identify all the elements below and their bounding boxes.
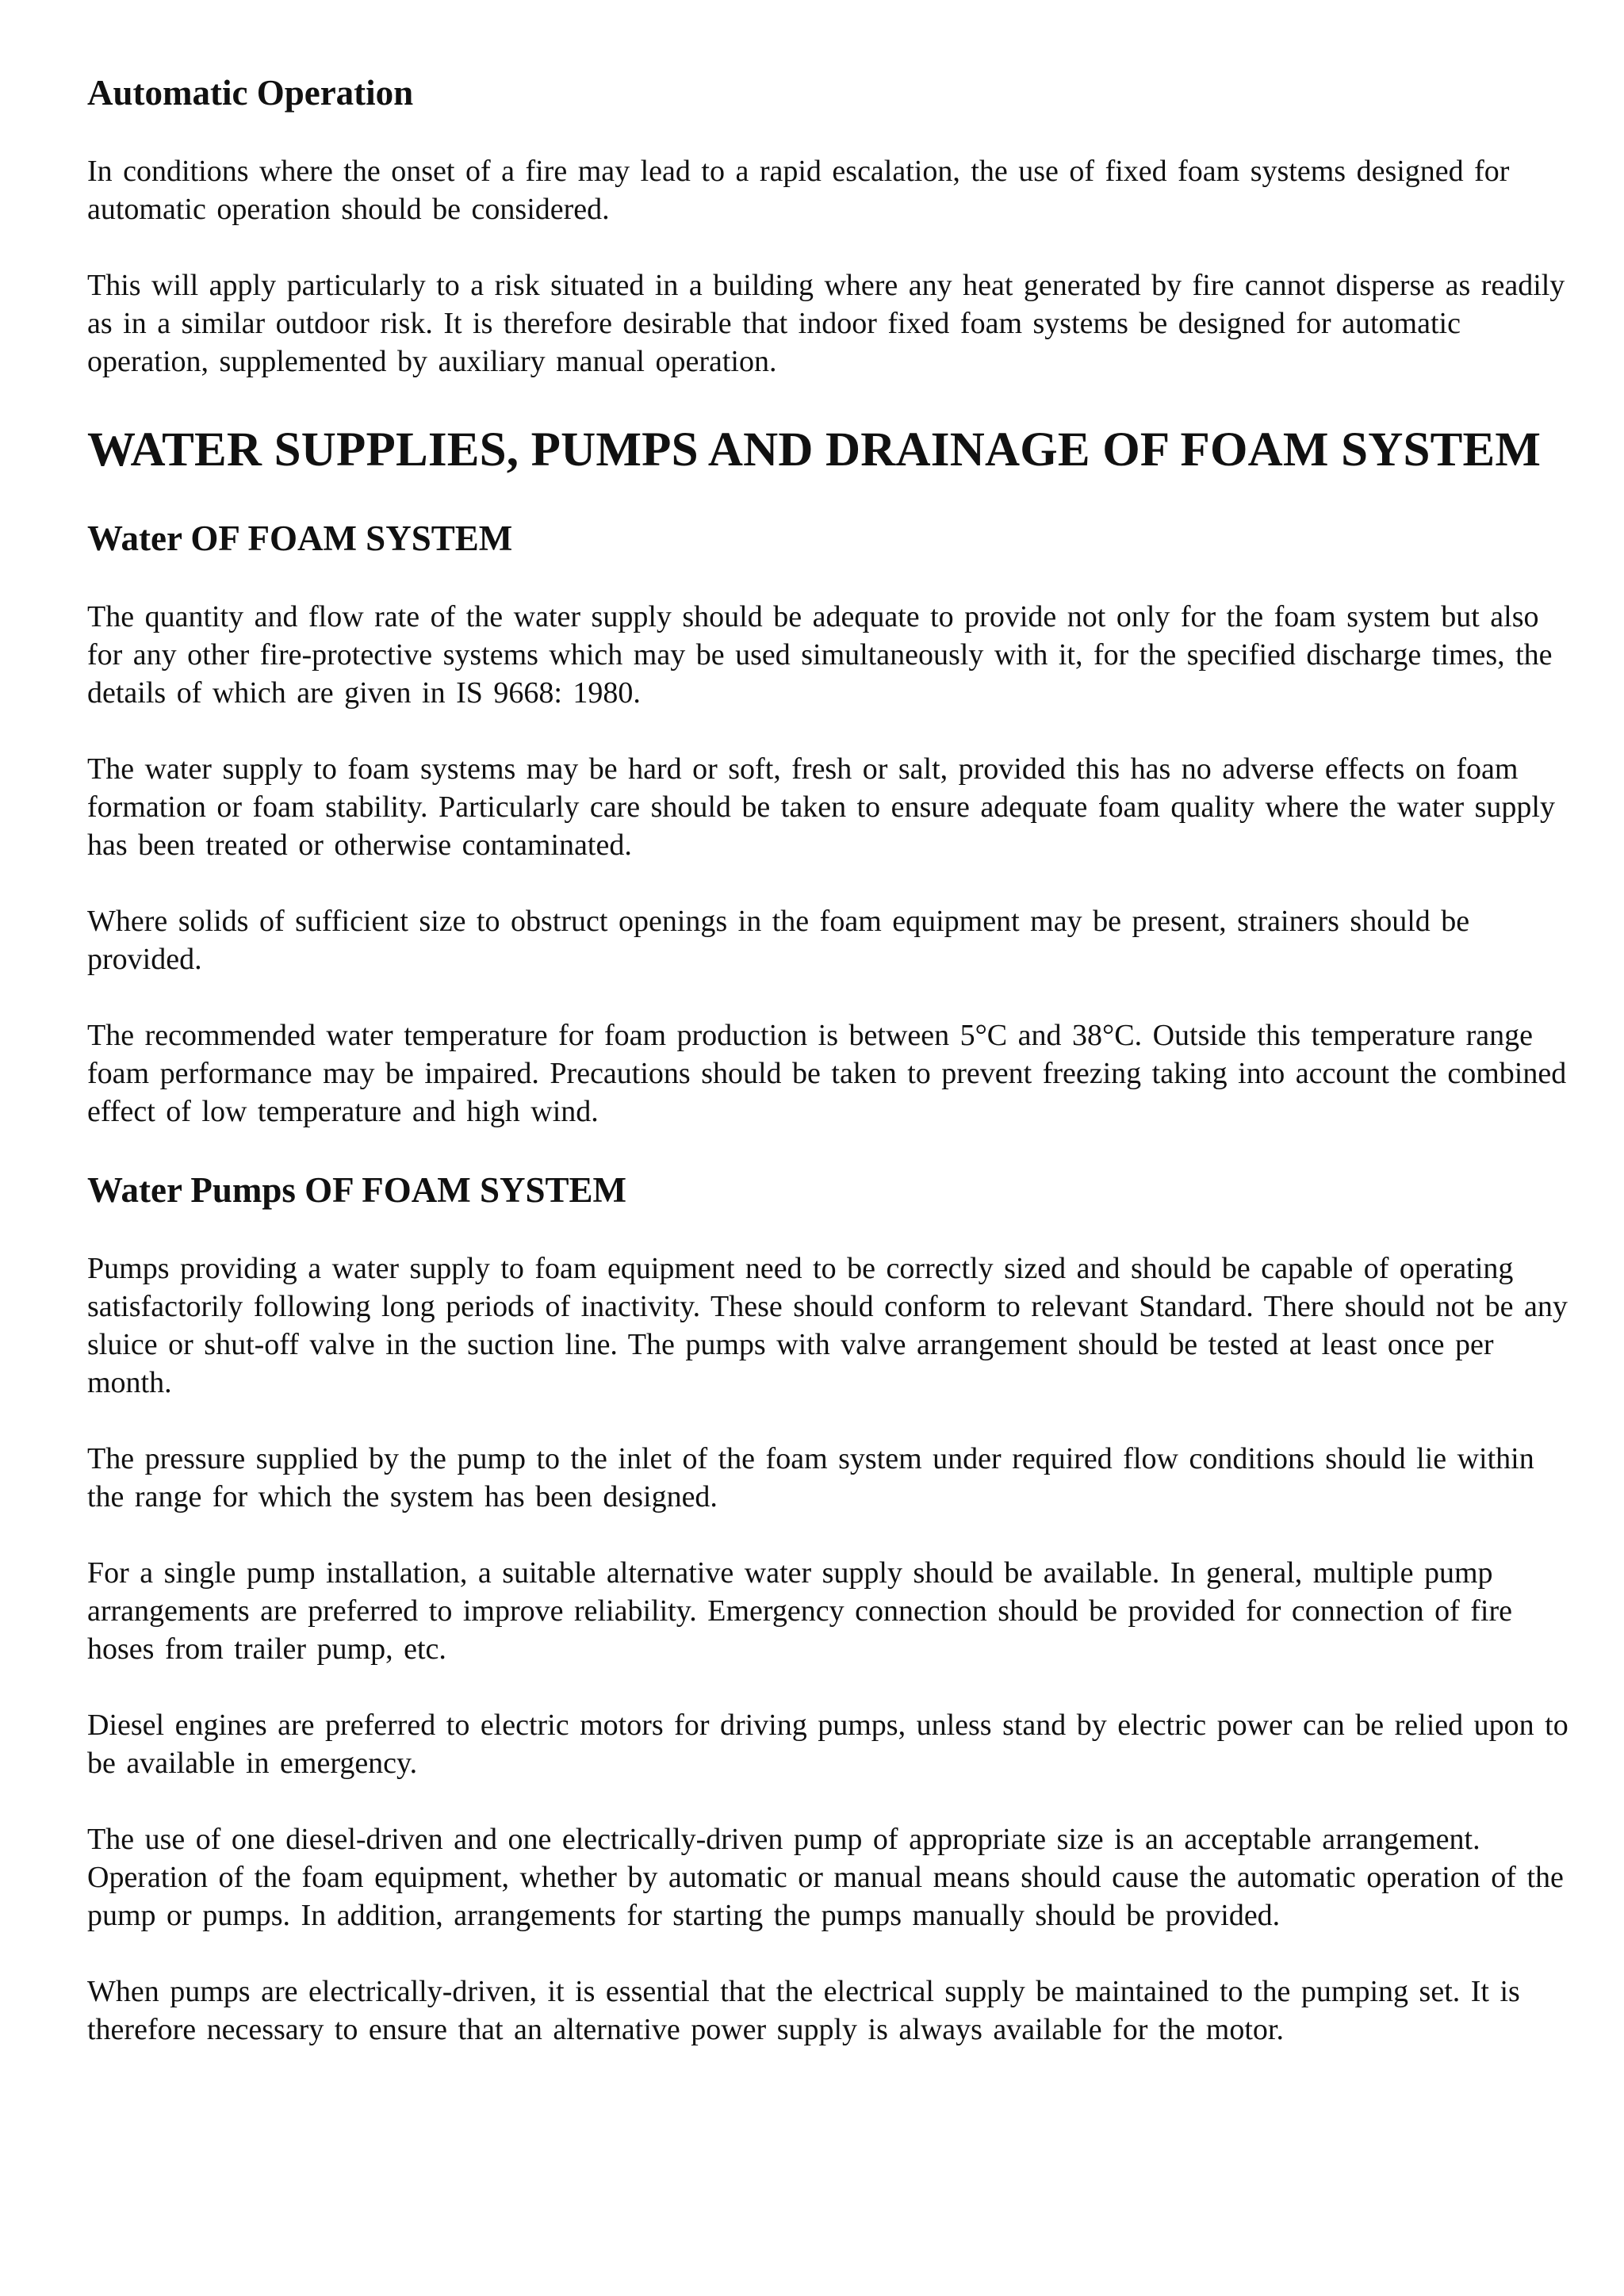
paragraph-pumps-5: The use of one diesel-driven and one electrically-driven pump of appropriate size is an acceptable arrangement. Operation of the foam equipment, whether by automatic or manual means should cause the automatic operation of the pump or pumps. In addition, arrangements for starting the pumps manually should be provided.	[87, 1823, 1564, 1932]
paragraph-pumps-2: The pressure supplied by the pump to the inlet of the foam system under required flow conditions should lie within the range for which the system has been designed.	[87, 1442, 1534, 1513]
paragraph-water-3: Where solids of sufficient size to obstruct openings in the foam equipment may be present, strainers should be provided.	[87, 905, 1470, 976]
paragraph-automatic-2: This will apply particularly to a risk situated in a building where any heat generated by fire cannot disperse as readily as in a similar outdoor risk. It is therefore desirable that indoor fixed foam systems be designed for automatic operation, supplemented by auxiliary manual operation.	[87, 269, 1565, 378]
paragraph-water-4: The recommended water temperature for foam production is between 5°C and 38°C. Outside this temperature range foam performance may be impaired. Precautions should be taken to prevent freezing taking into account the combined effect of low temperature and high wind.	[87, 1019, 1567, 1128]
heading-water: Water OF FOAM SYSTEM	[87, 519, 513, 558]
main-heading: WATER SUPPLIES, PUMPS AND DRAINAGE OF FOAM SYSTEM	[87, 423, 1542, 476]
paragraph-pumps-4: Diesel engines are preferred to electric motors for driving pumps, unless stand by electric power can be relied upon to be available in emergency.	[87, 1709, 1568, 1780]
paragraph-automatic-1: In conditions where the onset of a fire may lead to a rapid escalation, the use of fixed foam systems designed for automatic operation should be considered.	[87, 155, 1510, 226]
paragraph-water-2: The water supply to foam systems may be hard or soft, fresh or salt, provided this has no adverse effects on foam formation or foam stability. Particularly care should be taken to ensure adequate foam quality where the water supply has been treated or otherwise contaminated.	[87, 752, 1555, 862]
heading-water-pumps: Water Pumps OF FOAM SYSTEM	[87, 1170, 627, 1210]
heading-automatic-operation: Automatic Operation	[87, 73, 414, 113]
paragraph-pumps-6: When pumps are electrically-driven, it is essential that the electrical supply be maintained to the pumping set. It is therefore necessary to ensure that an alternative power supply is always available for the motor.	[87, 1975, 1520, 2046]
paragraph-pumps-1: Pumps providing a water supply to foam equipment need to be correctly sized and should be capable of operating satisfactorily following long periods of inactivity. These should conform to relevant Standard. There should not be any sluice or shut-off valve in the suction line. The pumps with valve arrangement should be tested at least once per month.	[87, 1252, 1568, 1399]
document-page	[87, 71, 1578, 2049]
paragraph-water-1: The quantity and flow rate of the water supply should be adequate to provide not only for the foam system but also for any other fire-protective systems which may be used simultaneously with it, for the specified discharge times, the details of which are given in IS 9668: 1980.	[87, 600, 1553, 710]
paragraph-pumps-3: For a single pump installation, a suitable alternative water supply should be available. In general, multiple pump arrangements are preferred to improve reliability. Emergency connection should be provided for connection of fire hoses from trailer pump, etc.	[87, 1556, 1512, 1666]
